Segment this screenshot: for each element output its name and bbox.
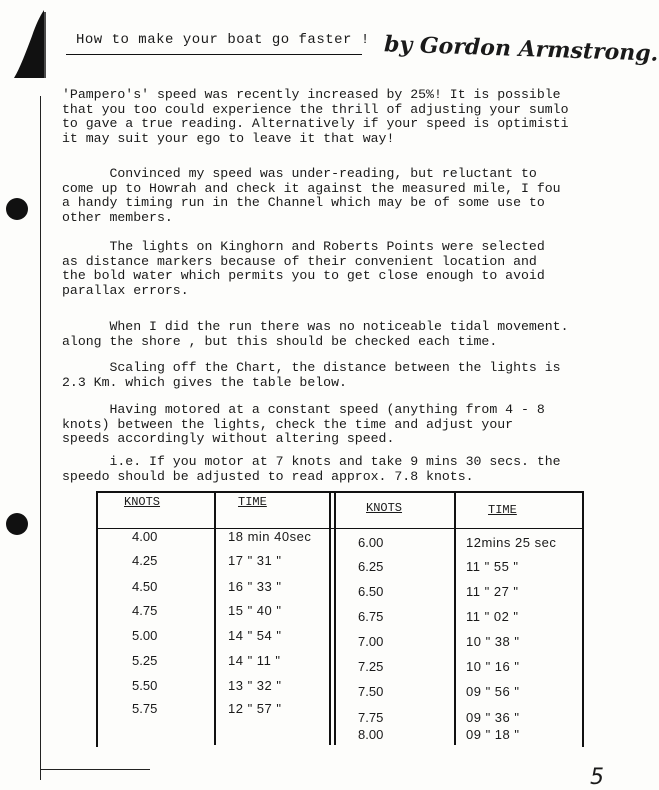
knots-cell: 5.75 — [132, 701, 158, 716]
time-cell: 12 " 57 " — [228, 701, 282, 716]
time-cell: 14 " 11 " — [228, 653, 281, 668]
knots-cell: 6.25 — [358, 559, 384, 574]
page-number: 5 — [590, 765, 604, 790]
paragraph-motored: Having motored at a constant speed (anything from 4 - 8 knots) between the lights, check the time and adjust your speeds accordingly without altering speed. — [62, 402, 545, 446]
time-cell: 11 " 27 " — [466, 584, 519, 599]
knots-cell: 6.00 — [358, 535, 384, 550]
header-knots-left: KNOTS — [124, 495, 161, 509]
time-cell: 17 " 31 " — [228, 553, 282, 568]
paragraph-scaling: Scaling off the Chart, the distance between the lights is 2.3 Km. which gives the table below. — [62, 360, 561, 390]
paragraph-lights: The lights on Kinghorn and Roberts Points were selected as distance markers because of their convenient location and the bold water which permits you to get close enough to avoid parallax errors. — [62, 239, 545, 298]
table-divider — [454, 491, 456, 745]
knots-cell: 4.25 — [132, 553, 158, 568]
knots-cell: 4.00 — [132, 529, 158, 544]
article-title: How to make your boat go faster ! — [76, 32, 370, 48]
table-divider — [334, 491, 336, 745]
paragraph-example: i.e. If you motor at 7 knots and take 9 mins 30 secs. the speedo should be adjusted to read approx. 7.8 knots. — [62, 454, 561, 484]
margin-rule — [40, 96, 41, 780]
knots-cell: 5.50 — [132, 678, 158, 693]
title-underline — [66, 54, 362, 55]
header-time-left: TIME — [238, 495, 267, 509]
time-cell: 14 " 54 " — [228, 628, 282, 643]
bottom-rule — [40, 769, 150, 770]
paragraph-intro: 'Pampero's' speed was recently increased by 25%! It is possible that you too could experience the thrill of adjusting your sumlo to gave a true reading. Alternatively if your speed is optimisti it may suit your ego to leave it that way! — [62, 87, 569, 146]
table-divider — [214, 491, 216, 745]
knots-cell: 4.75 — [132, 603, 158, 618]
table-divider — [329, 491, 331, 745]
header-knots-right: KNOTS — [366, 501, 403, 515]
knots-cell: 5.00 — [132, 628, 158, 643]
time-cell: 12mins 25 sec — [466, 535, 557, 550]
paragraph-convinced: Convinced my speed was under-reading, but reluctant to come up to Howrah and check it against the measured mile, I fou a handy timing run in the Channel which may be of some use to other members. — [62, 166, 561, 225]
time-cell: 13 " 32 " — [228, 678, 282, 693]
time-cell: 09 " 36 " — [466, 710, 520, 725]
time-cell: 11 " 55 " — [466, 559, 519, 574]
knots-cell: 7.50 — [358, 684, 384, 699]
time-cell: 10 " 16 " — [466, 659, 520, 674]
knots-cell: 6.50 — [358, 584, 384, 599]
time-cell: 09 " 56 " — [466, 684, 520, 699]
time-cell: 16 " 33 " — [228, 579, 282, 594]
time-cell: 10 " 38 " — [466, 634, 520, 649]
knots-cell: 6.75 — [358, 609, 384, 624]
time-cell: 15 " 40 " — [228, 603, 282, 618]
binder-hole-icon — [6, 513, 28, 535]
author-byline: by Gordon Armstrong. — [383, 31, 659, 67]
time-cell: 18 min 40sec — [228, 529, 312, 544]
sailboat-logo-icon — [10, 8, 46, 80]
time-cell: 09 " 18 " — [466, 727, 520, 742]
knots-cell: 4.50 — [132, 579, 158, 594]
knots-cell: 7.00 — [358, 634, 384, 649]
knots-cell: 7.75 — [358, 710, 384, 725]
speed-time-table — [96, 491, 582, 747]
paragraph-tidal: When I did the run there was no noticeable tidal movement. along the shore , but this should be checked each time. — [62, 319, 569, 349]
header-rule — [96, 528, 582, 529]
header-time-right: TIME — [488, 503, 517, 517]
knots-cell: 7.25 — [358, 659, 384, 674]
knots-cell: 8.00 — [358, 727, 384, 742]
time-cell: 11 " 02 " — [466, 609, 519, 624]
binder-hole-icon — [6, 198, 28, 220]
knots-cell: 5.25 — [132, 653, 158, 668]
